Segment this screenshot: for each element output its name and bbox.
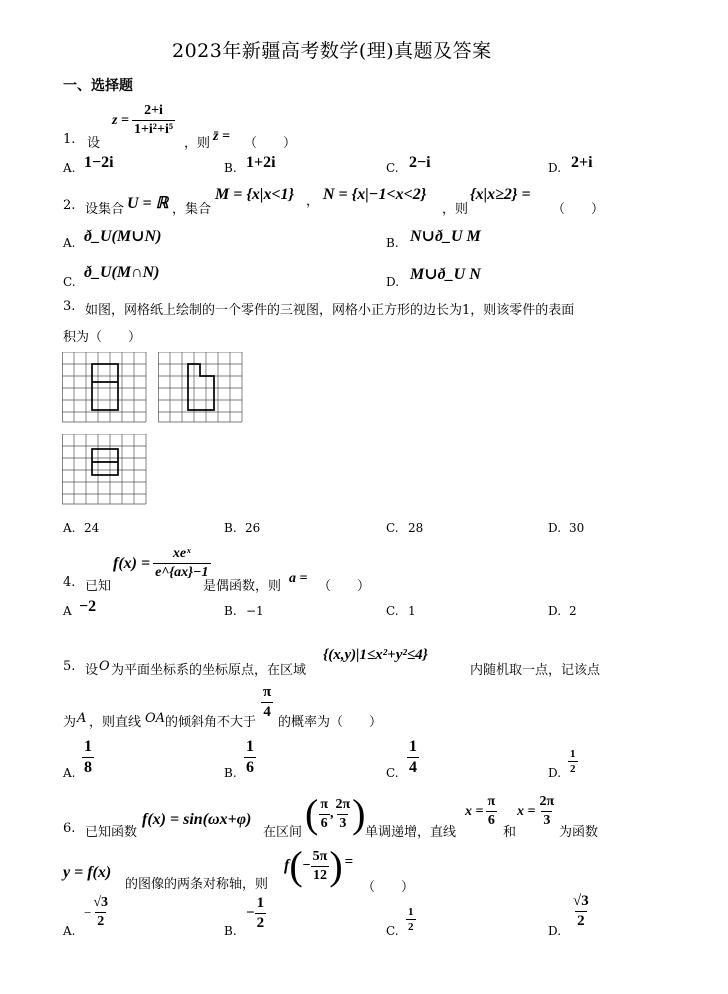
q2-option-a: ð_U(M∪N) bbox=[84, 228, 162, 245]
q5-text1: 设 bbox=[85, 663, 99, 678]
q6-fval-close: ) bbox=[329, 843, 343, 888]
q5-option-b-num: 1 bbox=[246, 738, 254, 755]
page-title: 2023年新疆高考数学(理)真题及答案 bbox=[172, 40, 492, 62]
q6-option-b-den: 2 bbox=[256, 915, 265, 931]
q5-option-d-num: 1 bbox=[570, 748, 576, 760]
q5-option-d-den: 2 bbox=[570, 763, 576, 775]
q1-number: 1. bbox=[63, 132, 76, 147]
top-view-grid bbox=[62, 434, 146, 504]
q6-axis-2-den: 3 bbox=[543, 813, 551, 828]
q1-option-b-label: B. bbox=[224, 161, 237, 175]
q6-option-a-den: 2 bbox=[97, 914, 105, 929]
q6-option-a-fraction bbox=[91, 895, 110, 930]
q6-interval-close: ) bbox=[352, 791, 366, 836]
q1-option-d: 2+i bbox=[571, 154, 593, 171]
q2-number: 2. bbox=[63, 198, 76, 213]
q3-option-a-label: A. bbox=[63, 521, 76, 535]
q1-text: 设 bbox=[87, 136, 101, 151]
q2-option-c: ð_U(M∩N) bbox=[84, 264, 160, 281]
q6-interval-right-num: 2π bbox=[335, 796, 351, 812]
q5-text5: 的概率为（ ） bbox=[278, 715, 383, 730]
q2-option-d-label: D. bbox=[386, 275, 400, 289]
q5-text2: 为平面坐标系的坐标原点，在区域 bbox=[111, 663, 307, 678]
q6-option-d-den: 2 bbox=[577, 913, 585, 929]
q6-interval-right-den: 3 bbox=[339, 815, 347, 831]
q5-option-d bbox=[568, 748, 578, 775]
q1-option-c-label: C. bbox=[386, 161, 399, 175]
q6-option-c-den: 2 bbox=[408, 921, 414, 933]
q5-option-c-den: 4 bbox=[409, 759, 417, 776]
q2-comma: ， bbox=[306, 194, 320, 209]
q5-origin-o: O bbox=[99, 659, 110, 674]
q3-option-b: 26 bbox=[245, 521, 261, 535]
q6-fval-minus: − bbox=[302, 858, 311, 873]
q6-option-b-label: B. bbox=[224, 924, 237, 938]
q6-axis-2-fraction bbox=[537, 794, 556, 829]
q5-text4-post: 的倾斜角不大于 bbox=[165, 715, 257, 730]
q6-number: 6. bbox=[63, 821, 76, 836]
q6-option-c-num: 1 bbox=[408, 906, 414, 918]
q2-option-b-label: B. bbox=[386, 236, 399, 250]
q5-angle-fraction bbox=[261, 684, 273, 721]
q6-option-c-fraction bbox=[406, 906, 416, 933]
q1-blank: （ ） bbox=[244, 136, 297, 151]
q5-option-c-num: 1 bbox=[409, 738, 417, 755]
q6-option-b-fraction bbox=[255, 895, 267, 932]
q4-text2: 是偶函数，则 bbox=[203, 579, 282, 594]
q4-f-lhs: f(x) = bbox=[113, 554, 151, 572]
q4-option-c-label: C. bbox=[386, 604, 399, 618]
q6-option-a bbox=[84, 895, 110, 930]
q6-fval-fraction bbox=[311, 849, 330, 884]
q1-z-denominator: 1+i²+i⁵ bbox=[133, 122, 174, 137]
q6-interval-right bbox=[334, 797, 353, 832]
q5-option-a bbox=[82, 738, 94, 777]
q5-option-c bbox=[407, 738, 419, 777]
q6-function: f(x) = sin(ωx+φ) bbox=[142, 811, 252, 828]
q1-z-expression bbox=[112, 103, 175, 138]
q6-text5: 的图像的两条对称轴，则 bbox=[125, 877, 269, 892]
q2-then: ，则 bbox=[442, 202, 469, 217]
q6-text2: 在区间 bbox=[263, 825, 303, 840]
q6-fval-num: 5π bbox=[312, 848, 328, 864]
q6-option-b bbox=[246, 895, 266, 932]
q1-then: ，则 bbox=[184, 136, 211, 151]
q6-interval-left bbox=[318, 797, 330, 832]
front-view-grid bbox=[62, 352, 146, 422]
q1-option-a-label: A. bbox=[63, 161, 76, 175]
q6-option-c bbox=[406, 906, 416, 933]
q6-blank: （ ） bbox=[362, 880, 415, 895]
q5-angle-denominator: 4 bbox=[263, 704, 271, 720]
q3-text-line1: 如图，网格纸上绘制的一个零件的三视图，网格小正方形的边长为1，则该零件的表面 bbox=[85, 303, 575, 318]
q5-option-a-den: 8 bbox=[84, 759, 92, 776]
q6-option-d bbox=[571, 893, 591, 930]
q6-interval-open: ( bbox=[305, 791, 319, 836]
q5-option-c-label: C. bbox=[386, 766, 399, 780]
q5-option-a-label: A. bbox=[63, 766, 76, 780]
q4-f-numerator: xeˣ bbox=[172, 546, 191, 561]
section-heading: 一、选择题 bbox=[63, 78, 133, 94]
q3-option-d: 30 bbox=[569, 521, 585, 535]
q3-number: 3. bbox=[63, 299, 76, 314]
side-view-outline bbox=[188, 364, 214, 410]
q2-option-c-label: C. bbox=[63, 275, 76, 289]
q1-option-d-label: D. bbox=[548, 161, 562, 175]
q4-option-d-label: D. bbox=[548, 604, 562, 618]
q6-axis-1 bbox=[465, 794, 497, 829]
q6-option-a-num: √3 bbox=[93, 895, 109, 910]
q1-z-lhs: z = bbox=[112, 112, 129, 128]
q5-option-b bbox=[244, 738, 256, 777]
q6-text4: 为函数 bbox=[559, 825, 599, 840]
q1-zbar: z̄ = bbox=[213, 129, 230, 144]
q4-option-b-label: B. bbox=[224, 604, 237, 618]
q4-option-b: −1 bbox=[246, 604, 264, 618]
side-view-grid bbox=[158, 352, 242, 422]
three-view-front bbox=[62, 352, 148, 424]
q5-option-a-num: 1 bbox=[84, 738, 92, 755]
q4-f-denominator: e^{ax}−1 bbox=[155, 565, 209, 580]
q6-option-d-fraction bbox=[571, 893, 591, 930]
q4-text1: 已知 bbox=[85, 579, 112, 594]
q6-text3: 单调递增，直线 bbox=[365, 825, 457, 840]
q6-axis-2-lhs: x = bbox=[517, 803, 536, 819]
q6-option-d-label: D. bbox=[548, 924, 562, 938]
q2-option-a-label: A. bbox=[63, 236, 76, 250]
q6-text1: 已知函数 bbox=[85, 825, 138, 840]
q6-interval-comma: , bbox=[330, 806, 334, 821]
q6-option-a-label: A. bbox=[63, 924, 76, 938]
q6-interval-left-den: 6 bbox=[320, 815, 328, 831]
q4-a: a = bbox=[289, 571, 308, 586]
q5-text4-mid: ，则直线 bbox=[89, 715, 142, 730]
q3-text-line2: 积为（ ） bbox=[63, 330, 142, 345]
q5-region: {(x,y)|1≤x²+y²≤4} bbox=[323, 647, 428, 663]
q2-text1: 设集合 bbox=[85, 202, 125, 217]
q6-option-c-label: C. bbox=[386, 924, 399, 938]
front-view-outline bbox=[92, 364, 118, 410]
q4-function bbox=[113, 546, 211, 581]
q3-option-c-label: C. bbox=[386, 521, 399, 535]
q6-y-equals-f: y = f(x) bbox=[63, 864, 112, 881]
q6-function-value bbox=[284, 842, 353, 890]
q2-universal-set: U = ℝ bbox=[127, 195, 169, 212]
q4-number: 4. bbox=[63, 575, 76, 590]
q3-option-c: 28 bbox=[408, 521, 424, 535]
q4-option-a: −2 bbox=[79, 598, 97, 615]
q1-z-fraction bbox=[132, 103, 175, 138]
q2-text2: ，集合 bbox=[172, 202, 212, 217]
q6-fval-f: f bbox=[284, 857, 290, 874]
q4-option-c: 1 bbox=[408, 604, 416, 618]
q5-option-b-den: 6 bbox=[246, 759, 254, 776]
q2-set-n: N = {x|−1<x<2} bbox=[323, 186, 427, 203]
q2-set-m: M = {x|x<1} bbox=[215, 186, 295, 203]
q1-option-b: 1+2i bbox=[246, 154, 276, 171]
q5-point-a: A bbox=[77, 711, 87, 726]
q6-axis-1-den: 6 bbox=[487, 813, 495, 828]
q6-and: 和 bbox=[503, 825, 517, 840]
q3-option-b-label: B. bbox=[224, 521, 237, 535]
three-view-top bbox=[62, 434, 148, 506]
q6-axis-1-num: π bbox=[487, 794, 496, 809]
q2-option-d: M∪ð_U N bbox=[410, 266, 481, 283]
three-view-side bbox=[158, 352, 244, 424]
q6-fval-eq: = bbox=[344, 854, 354, 870]
q6-fval-den: 12 bbox=[312, 867, 327, 883]
q6-option-b-sign: − bbox=[246, 905, 255, 921]
q6-option-d-num: √3 bbox=[573, 893, 589, 909]
q5-text3: 内随机取一点，记该点 bbox=[470, 663, 601, 678]
q4-option-d: 2 bbox=[569, 604, 577, 618]
q6-axis-2-num: 2π bbox=[539, 794, 555, 809]
q5-angle-numerator: π bbox=[263, 684, 272, 700]
q2-option-b: N∪ð_U M bbox=[410, 228, 481, 245]
q5-number: 5. bbox=[63, 659, 76, 674]
q6-axis-1-fraction bbox=[485, 794, 497, 829]
q2-target-set: {x|x≥2} = bbox=[470, 186, 531, 203]
q6-option-b-num: 1 bbox=[256, 895, 265, 911]
q5-option-b-label: B. bbox=[224, 766, 237, 780]
q6-interval bbox=[305, 790, 366, 838]
q1-option-a: 1−2i bbox=[84, 154, 114, 171]
q6-option-a-sign: − bbox=[84, 904, 92, 920]
q5-option-d-label: D. bbox=[548, 766, 562, 780]
q4-f-fraction bbox=[153, 546, 210, 581]
q6-axis-1-lhs: x = bbox=[465, 803, 484, 819]
q3-option-a: 24 bbox=[84, 521, 100, 535]
q6-interval-left-num: π bbox=[320, 796, 328, 812]
q6-axis-2 bbox=[517, 794, 556, 829]
q4-blank: （ ） bbox=[318, 579, 371, 594]
q5-text4-pre: 为 bbox=[63, 715, 77, 730]
q2-blank: （ ） bbox=[552, 202, 605, 217]
q5-line-oa: OA bbox=[145, 711, 166, 726]
q1-option-c: 2−i bbox=[409, 154, 431, 171]
q1-z-numerator: 2+i bbox=[144, 103, 163, 118]
q4-option-a-label: A bbox=[63, 604, 72, 618]
q6-fval-open: ( bbox=[289, 843, 303, 888]
q3-option-d-label: D. bbox=[548, 521, 562, 535]
